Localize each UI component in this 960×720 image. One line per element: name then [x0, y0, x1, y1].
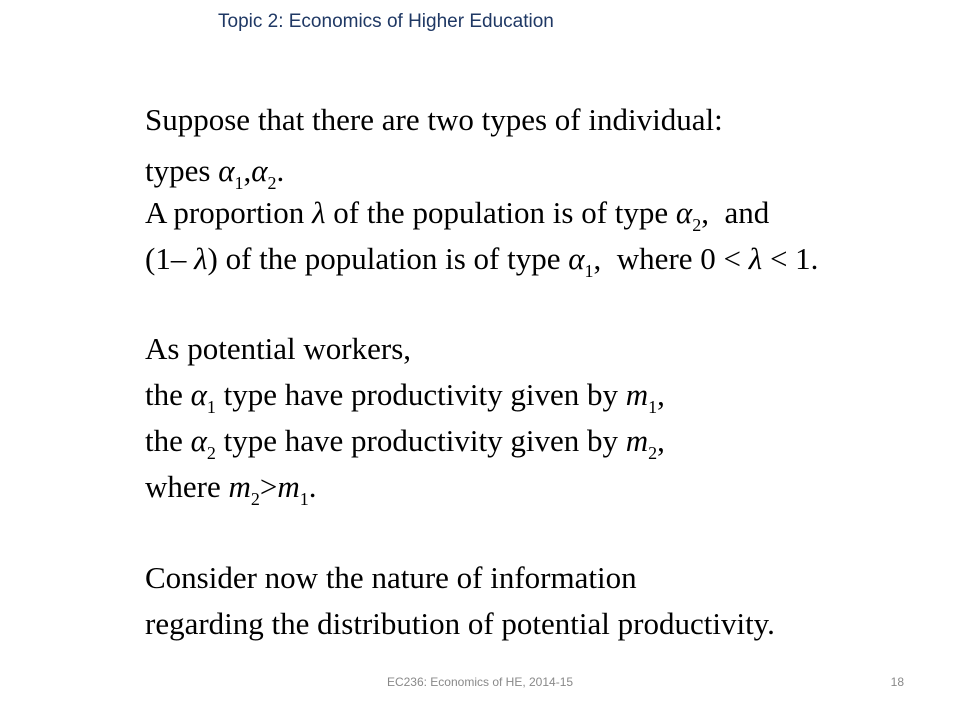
alpha-symbol: α [568, 241, 585, 276]
text: , [243, 153, 252, 188]
text: type have productivity given by [215, 423, 626, 458]
alpha-symbol: α [251, 153, 268, 188]
body-line-3 [145, 193, 769, 233]
body-line-4 [145, 239, 818, 279]
body-line-10: regarding the distribution of potential productivity. [145, 606, 775, 641]
subscript: 2 [206, 443, 216, 463]
text: . [308, 469, 317, 504]
alpha-symbol: α [218, 153, 235, 188]
text: where [145, 469, 229, 504]
text: type have productivity given by [215, 377, 626, 412]
m-symbol: m [625, 423, 649, 458]
subscript: 2 [648, 443, 658, 463]
body-line-5: As potential workers, [145, 331, 412, 366]
slide-header-title: Topic 2: Economics of Higher Education [218, 11, 554, 32]
subscript: 1 [584, 261, 594, 281]
alpha-symbol: α [190, 377, 207, 412]
text: (1– [145, 241, 195, 276]
subscript: 1 [206, 397, 216, 417]
lambda-symbol: λ [312, 195, 326, 230]
body-line-1: Suppose that there are two types of individual: [145, 102, 723, 137]
text: the [145, 423, 191, 458]
body-line-8 [145, 467, 317, 507]
alpha-symbol: α [675, 195, 693, 230]
m-symbol: m [228, 469, 251, 504]
text: , where [593, 241, 701, 276]
footer-course-label: EC236: Economics of HE, 2014-15 [386, 675, 574, 689]
footer-page-number: 18 [890, 675, 904, 689]
subscript: 1 [299, 489, 309, 509]
text: , [657, 377, 665, 412]
m-symbol: m [277, 469, 300, 504]
subscript: 1 [648, 397, 658, 417]
text: ) of the population is of type [207, 241, 569, 276]
body-line-2 [145, 151, 284, 191]
m-symbol: m [625, 377, 649, 412]
alpha-symbol: α [190, 423, 207, 458]
text: types [145, 153, 219, 188]
text: , [657, 423, 665, 458]
subscript: 1 [234, 173, 244, 193]
lambda-symbol: λ [194, 241, 208, 276]
body-line-6 [145, 375, 665, 415]
subscript: 2 [250, 489, 260, 509]
text: . [276, 153, 285, 188]
lambda-symbol: λ [748, 241, 763, 276]
subscript: 2 [692, 215, 702, 235]
text: A proportion [145, 195, 313, 230]
text: of the population is of type [325, 195, 676, 230]
text: > [259, 469, 278, 504]
text: 0 < [700, 241, 749, 276]
subscript: 2 [267, 173, 277, 193]
text: , and [701, 195, 770, 230]
text: < 1. [762, 241, 819, 276]
text: the [145, 377, 191, 412]
body-line-9: Consider now the nature of information [145, 560, 637, 595]
body-line-7 [145, 421, 665, 461]
